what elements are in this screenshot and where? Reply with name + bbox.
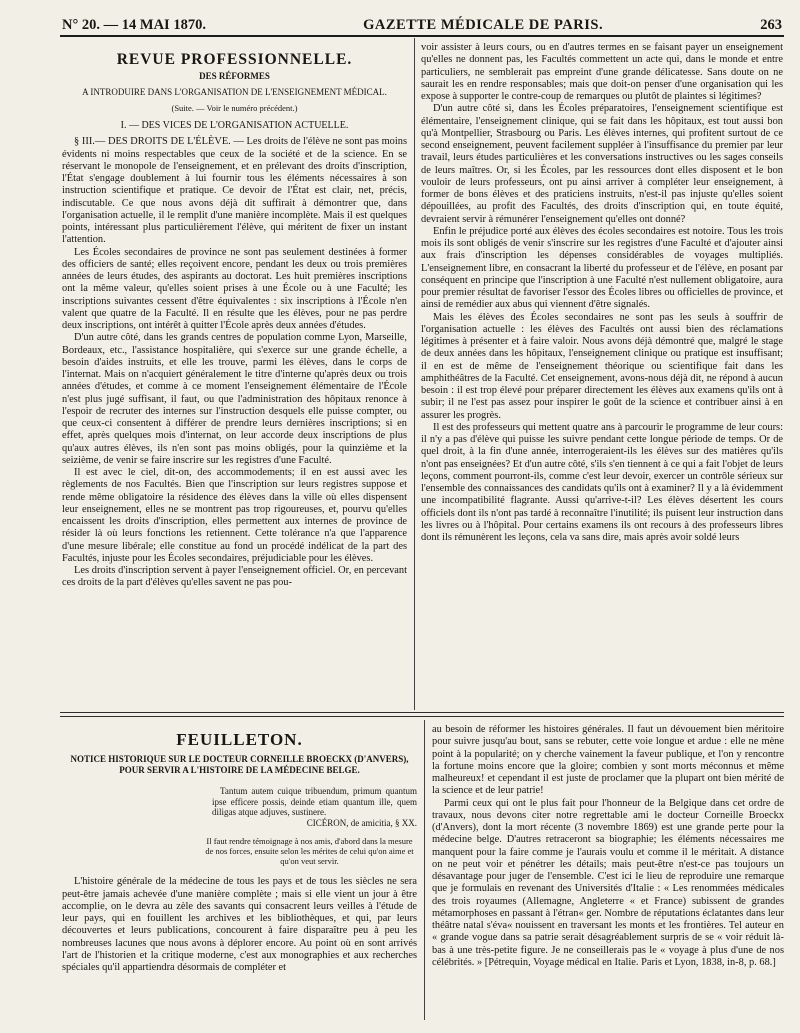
feuilleton-column-divider xyxy=(424,720,425,1020)
notice-heading-line-2: POUR SERVIR A L'HISTOIRE DE LA MÉDECINE BELGE. xyxy=(119,765,360,776)
revue-suite-note: (Suite. — Voir le numéro précédent.) xyxy=(171,102,298,113)
feuilleton-title: FEUILLETON. xyxy=(176,730,303,749)
paragraph: § III.— DES DROITS DE L'ÉLÈVE. — Les droits de l'élève ne sont pas moins évidents ni moins respectables que ceux de la société et de la science. En se réservant le monopole de l'enseignement, et en prélevant des droits d'inscription, l'État s'engage doublement à lui fournir tous les éléments nécessaires à son instruction scientifique et pratique. Ce devoir de l'État est clair, net, précis, indiscutable. Ce que nous avons déjà dit suffirait à démontrer que, dans l'organisation actuelle, il le remplit d'une manière incomplète. Mais il est quelques points, intéressant plus particulièrement l'élève, qui méritent de fixer un instant l'attention. xyxy=(62,136,407,246)
latin-epigraph: Tantum autem cuique tribuendum, primum quantum ipse efficere possis, deinde etiam quantum ille, quem diligas atque adjuves, sustinere. xyxy=(212,786,417,818)
paragraph: Les droits d'inscription servent à payer l'enseignement officiel. Or, en percevant ces droits de la part d'élèves qu'elles savent ne pas pou- xyxy=(62,565,407,589)
paragraph: Parmi ceux qui ont le plus fait pour l'honneur de la Belgique dans cet ordre de travaux, nous devons citer notre regrettable ami le docteur Corneille Broeckx (d'Anvers), dont la mort récente (3 novembre 1869) est une grande perte pour la médecine belge. D'autres retraceront sa biographie; les éléments nécessaires me manquent pour la faire comme je l'aurais voulu et comme il le méritait. A distance on ne peut voir et pénétrer les détails; mais peut-être n'est-ce pas toujours un désavantage pour juger de l'ensemble. C'est ici le lieu de reproduire une remarque que je formulais en revenant des Universités d'Italie : « Les renommées médicales des trois royaumes (Allemagne, Angleterre « et France) subissent de grandes métamorphoses en passant à l'étran« ger. Nombre de réputations éclatantes dans leur théâtre natal s'éva« nouissent en traversant les monts et les frontières. Tel auteur en « grande vogue dans sa patrie serait désagréablement surpris de se « voir réduit là-bas à une très-petite figure. Je ne conseillerais pas le « voyage à plus d'une de nos célébrités. » [Pétrequin, Voyage médical en Italie. Paris et Lyon, 1838, in-8, p. 68.] xyxy=(432,797,784,968)
issue-number: N° 20. — 14 MAI 1870. xyxy=(62,17,206,33)
paragraph: au besoin de réformer les histoires générales. Il faut un dévouement bien méritoire pour suivre jusqu'au bout, sans se rebuter, cette voie longue et ardue : elle ne mène point à la popularité; on y cherche vainement la faveur publique, et l'on y rencontre la fortune moins encore que la gloire; combien y sont morts méconnus et même malheureux! et cependant il est juste de proclamer que la plupart ont bien mérité de la science et de leur patrie! xyxy=(432,724,784,797)
paragraph: Mais les élèves des Écoles secondaires ne sont pas les seuls à souffrir de l'organisation actuelle : les élèves des Facultés ont aussi bien des réclamations légitimes à présenter et à faire valoir. Nous avons déjà démontré que, malgré le stage de deux années dans les hôpitaux, l'enseignement clinique ou pratique est insuffisant; il en est de même de l'enseignement théorique ou scientifique fait dans les amphithéâtres de la Faculté. Cet enseignement, avons-nous déjà dit, ne répond à aucun besoin : il est trop élevé pour préparer directement les élèves aux examens qu'ils ont à subir; il ne l'est pas assez pour inspirer le goût de la science et contribuer ainsi à en assurer les progrès. xyxy=(421,311,783,421)
paragraph: Il est avec le ciel, dit-on, des accommodements; il en est aussi avec les règlements de nos Facultés. Bien que l'inscription sur leurs registres suppose et rende même obligatoire la résidence des élèves dans la ville où elles dispensent leur enseignement, elles ne se montrent pas trop rigoureuses, et, pourvu qu'elles encaissent les droits d'inscription, elles permettent aux internes de province de résider là où leurs fonctions les retiennent. Cette tolérance n'a que l'apparence d'une mesure libérale; elle constitue au fond un procédé indélicat de la part des Facultés, injuste pour les Écoles secondaires, préjudiciable pour les élèves. xyxy=(62,467,407,564)
journal-title: GAZETTE MÉDICALE DE PARIS. xyxy=(363,17,604,33)
page-header xyxy=(62,12,782,34)
paragraph: L'histoire générale de la médecine de tous les pays et de tous les siècles ne sera peut-être jamais achevée d'une manière complète ; mais si elle vient un jour à être accomplie, on le devra au zèle des savants qui consacrent leurs veilles à l'étude de leur pays, qui en fouillent les archives et les bibliothèques, et qui, par leurs découvertes et leurs publications, concourent à faire disparaître peu à peu les nombreuses lacunes que nous avons à déplorer encore. Au point où en sont arrivés l'art de l'historien et la critique moderne, c'est aux monographies et aux recherches spéciales qu'il appartiendra désormais de compléter et xyxy=(62,876,417,973)
french-epigraph: Il faut rendre témoignage à nos amis, d'abord dans la mesure de nos forces, ensuite selon les mérites de celui qu'on aime et qu'on veut servir. xyxy=(205,836,414,867)
paragraph: Les Écoles secondaires de province ne sont pas seulement destinées à former des officiers de santé; elles reçoivent encore, pendant les deux ou trois premières années de leurs études, des aspirants au doctorat. Les huit premières inscriptions ont la même valeur, qu'elles soient prises à une École ou à une Faculté; les inscriptions suivantes cessent d'être équivalentes : six inscriptions à l'École n'en valent que quatre de la Faculté. Il en résulte que les élèves, pour ne pas perdre deux inscriptions, ont intérêt à quitter l'École après deux années d'études. xyxy=(62,246,407,331)
paragraph: voir assister à leurs cours, ou en d'autres termes en se faisant payer un enseignement qu'elles ne donnent pas, les Facultés commettent un acte qui, dans le monde et entre particuliers, ne semblerait pas empreint d'une grande délicatesse. Sans doute on ne saurait les en rendre responsables; mais que doit-on penser d'une organisation qui les expose à supporter le contre-coup de remarques ou plutôt de plaintes si légitimes? xyxy=(421,42,783,102)
header-rule xyxy=(60,35,784,37)
feuilleton-column-right xyxy=(432,724,784,1029)
page-number: 263 xyxy=(760,17,782,33)
revue-column-right xyxy=(421,42,783,708)
revue-column-left xyxy=(62,42,407,708)
revue-subtitle-2: A INTRODUIRE DANS L'ORGANISATION DE L'ENSEIGNEMENT MÉDICAL. xyxy=(82,86,387,97)
revue-title: REVUE PROFESSIONNELLE. xyxy=(116,51,353,68)
revue-subtitle: DES RÉFORMES xyxy=(199,71,270,82)
column-divider xyxy=(414,38,415,710)
feuilleton-rule xyxy=(60,712,784,713)
paragraph: D'un autre côté, dans les grands centres de population comme Lyon, Marseille, Bordeaux, etc., l'assistance hospitalière, qui s'exerce sur une grande échelle, a besoin d'aides instruits, et elle les trouve, parmi les élèves, dans le corps de l'internat. Mais on n'acquiert généralement le titre d'interne qu'après deux ou trois années d'études, et comme à ce moment l'enseignement élémentaire de l'École n'est plus jugé suffisant, il faut, ou que l'administration des hôpitaux renonce à l'espoir de recruter des internes sur l'instruction desquels elle puisse compter, ou que ceux-ci consentent à différer de prendre leurs dernières inscriptions; si en effet, après quelques mois d'internat, on leur accorde deux inscriptions de plus qu'aux autres élèves, ils n'en sont pas moins obligés, pour la quinzième et la seizième, de venir se faire inscrire sur les registres d'une Faculté. xyxy=(62,332,407,466)
paragraph: Il est des professeurs qui mettent quatre ans à parcourir le programme de leur cours: il n'y a pas d'élève qui puisse les suivre pendant cette longue période de temps. Or de quel droit, à la fin d'une année, interrogeraient-ils les élèves sur des matières qu'ils n'ont pas enseignées? Et d'un autre côté, s'ils s'en tiennent à ce qui a fait l'objet de leurs leçons, comment pourront-ils, comme c'est leur devoir, exercer un contrôle sérieux sur l'ensemble des connaissances des candidats qu'ils ont à examiner? Il y a là évidemment une incompatibilité flagrante. Aussi qu'arrive-t-il? Les élèves désertent les cours officiels dont ils n'ont pas tardé à reconnaître l'inutilité; ils puisent leur instruction dans les livres ou à l'hôpital. Pour certains examens ils ont recours à des professeurs libres dont ils rémunèrent les leçons, cela va sans dire, mais après avoir soldé leurs xyxy=(421,421,783,543)
feuilleton-column-left xyxy=(62,724,417,1029)
notice-heading xyxy=(62,754,417,776)
epigraph-attribution: CICÉRON, de amicitia, § XX. xyxy=(306,817,417,828)
paragraph: D'un autre côté si, dans les Écoles préparatoires, l'enseignement scientifique est élémentaire, l'enseignement clinique, qui se fait dans les hôpitaux, est tout aussi bon qu'à Montpellier, Strasbourg ou Paris. Les élèves internes, qui profitent surtout de ce second enseignement, peuvent facilement suppléer à l'insuffisance du premier par leur travail, leurs études particulières et les conversations instructives ou les sages conseils de leurs maîtres. Or, si les Écoles, par les ressources dont elles disposent et le bon vouloir de leurs professeurs, ont pu ainsi arriver à compléter leur enseignement, à former de bons élèves et des praticiens instruits, n'est-il pas injuste qu'elles soient dépouillées, au profit des Facultés, des droits d'inscription qui, en toute équité, devraient servir à rémunérer l'enseignement qu'elles ont donné? xyxy=(421,103,783,225)
section-heading: I. — DES VICES DE L'ORGANISATION ACTUELLE. xyxy=(120,120,349,131)
paragraph: Enfin le préjudice porté aux élèves des écoles secondaires est notoire. Tous les trois mois ils sont obligés de venir s'inscrire sur les registres d'une Faculté et d'ajouter ainsi aux frais d'inscription les dépenses considérables de voyages multipliés. L'enseignement libre, en consacrant la liberté du professeur et de l'élève, en posant par conséquent en principe que l'inscription à une Faculté n'est nullement obligatoire, aura pour premier résultat de favoriser l'essor des Écoles libres ou officielles de province, et ainsi de remédier aux abus qui viennent d'être signalés. xyxy=(421,225,783,311)
notice-heading-line-1: NOTICE HISTORIQUE SUR LE DOCTEUR CORNEILLE BROECKX (D'ANVERS), xyxy=(70,754,409,765)
feuilleton-rule-2 xyxy=(60,716,784,717)
